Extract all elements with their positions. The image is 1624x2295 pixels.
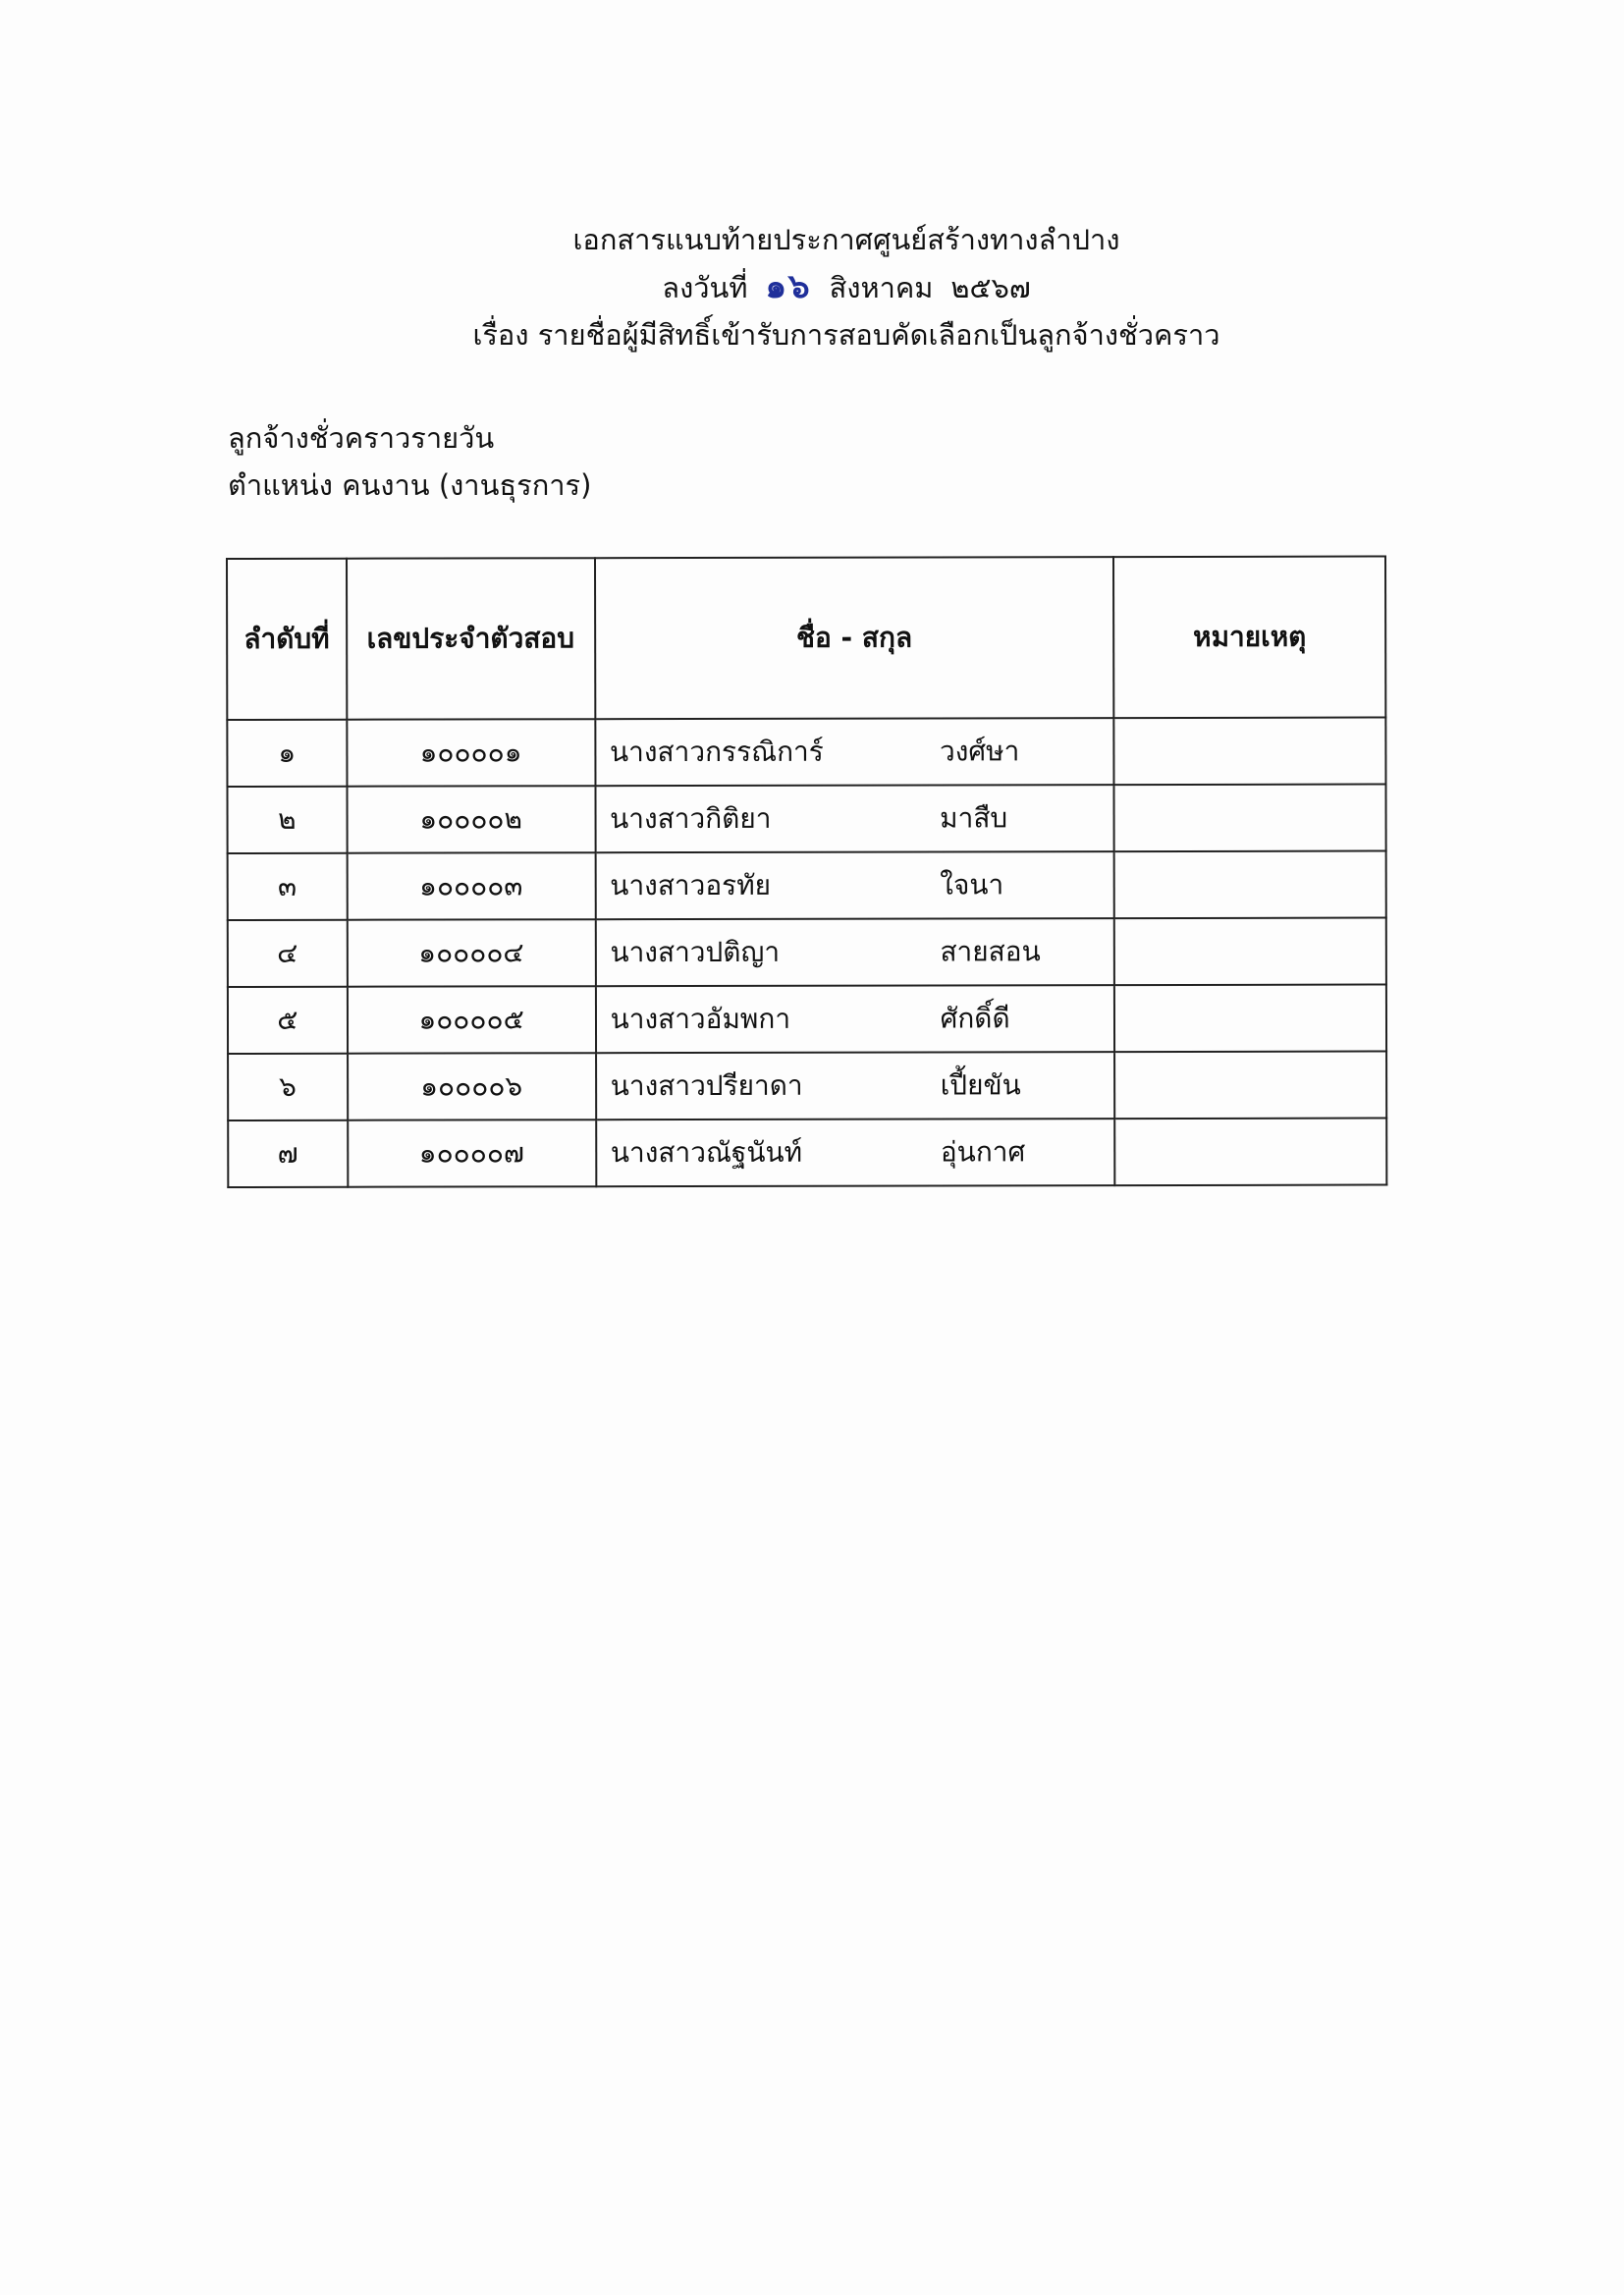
last-name: วงศ์ษา <box>939 735 1020 768</box>
cell-name <box>595 785 1114 852</box>
position-title: ตำแหน่ง คนงาน (งานธุรการ) <box>228 468 592 502</box>
cell-seq: ๒ <box>227 787 347 853</box>
column-header-seq: ลำดับที่ <box>227 559 347 720</box>
date-prefix: ลงวันที่ <box>662 271 748 304</box>
first-name: นางสาวกรรณิการ์ <box>609 735 824 769</box>
cell-exam-id: ๑๐๐๐๐๑ <box>347 719 595 787</box>
header-title: เอกสารแนบท้ายประกาศศูนย์สร้างทางลำปาง <box>572 223 1120 256</box>
table-row <box>227 718 1385 787</box>
cell-seq: ๔ <box>228 920 348 987</box>
cell-seq: ๓ <box>228 853 348 920</box>
first-name: นางสาวอัมพกา <box>610 1002 791 1036</box>
last-name: อุ่นกาศ <box>940 1135 1026 1169</box>
last-name: เปี้ยขัน <box>940 1068 1021 1102</box>
cell-seq: ๖ <box>228 1054 348 1120</box>
header-subject: เรื่อง รายชื่อผู้มีสิทธิ์เข้ารับการสอบคัดเลือกเป็นลูกจ้างชั่วคราว <box>472 318 1220 352</box>
header-date <box>0 263 1624 311</box>
employee-type: ลูกจ้างชั่วคราวรายวัน <box>228 421 495 455</box>
table-row <box>227 785 1385 853</box>
cell-name <box>596 1052 1115 1120</box>
cell-note <box>1114 985 1386 1053</box>
table-row <box>228 918 1386 987</box>
cell-name <box>595 718 1114 786</box>
cell-note <box>1114 851 1386 919</box>
cell-exam-id: ๑๐๐๐๐๔ <box>347 919 595 987</box>
candidate-table <box>226 556 1387 1188</box>
cell-exam-id: ๑๐๐๐๐๖ <box>348 1053 596 1120</box>
date-day-handwritten: ๑๖ <box>765 267 812 306</box>
table-row <box>228 1052 1386 1120</box>
last-name: มาสืบ <box>940 801 1008 835</box>
last-name: สายสอน <box>940 935 1041 968</box>
cell-seq: ๕ <box>228 987 348 1054</box>
date-year: ๒๕๖๗ <box>950 271 1031 304</box>
cell-note <box>1113 718 1385 786</box>
cell-exam-id: ๑๐๐๐๐๒ <box>347 786 595 853</box>
last-name: ศักดิ์ดี <box>940 1002 1010 1035</box>
document-header <box>0 216 1624 358</box>
first-name: นางสาวอรทัย <box>610 868 772 902</box>
first-name: นางสาวปรียาดา <box>610 1068 803 1103</box>
cell-note <box>1114 785 1386 852</box>
column-header-name: ชื่อ - สกุล <box>595 557 1114 719</box>
date-month: สิงหาคม <box>829 271 934 304</box>
cell-exam-id: ๑๐๐๐๐๕ <box>348 986 596 1054</box>
cell-note <box>1114 1052 1386 1120</box>
last-name: ใจนา <box>940 868 1004 902</box>
cell-note <box>1114 1119 1386 1186</box>
cell-name <box>595 985 1114 1053</box>
cell-seq: ๑ <box>227 720 347 787</box>
cell-exam-id: ๑๐๐๐๐๓ <box>347 852 595 920</box>
column-header-note: หมายเหตุ <box>1113 557 1385 719</box>
cell-note <box>1114 918 1386 986</box>
first-name: นางสาวกิติยา <box>610 801 772 836</box>
table-header-row <box>227 557 1385 720</box>
table-row <box>228 851 1386 920</box>
first-name: นางสาวปติญา <box>610 935 781 969</box>
column-header-exam-id: เลขประจำตัวสอบ <box>347 558 595 720</box>
cell-name <box>595 851 1114 919</box>
cell-exam-id: ๑๐๐๐๐๗ <box>348 1120 596 1187</box>
cell-seq: ๗ <box>228 1120 348 1187</box>
cell-name <box>595 918 1114 986</box>
table-row <box>228 1119 1386 1187</box>
first-name: นางสาวณัฐนันท์ <box>610 1135 803 1170</box>
section-info <box>228 414 591 509</box>
cell-name <box>596 1119 1115 1186</box>
table-row <box>228 985 1386 1054</box>
